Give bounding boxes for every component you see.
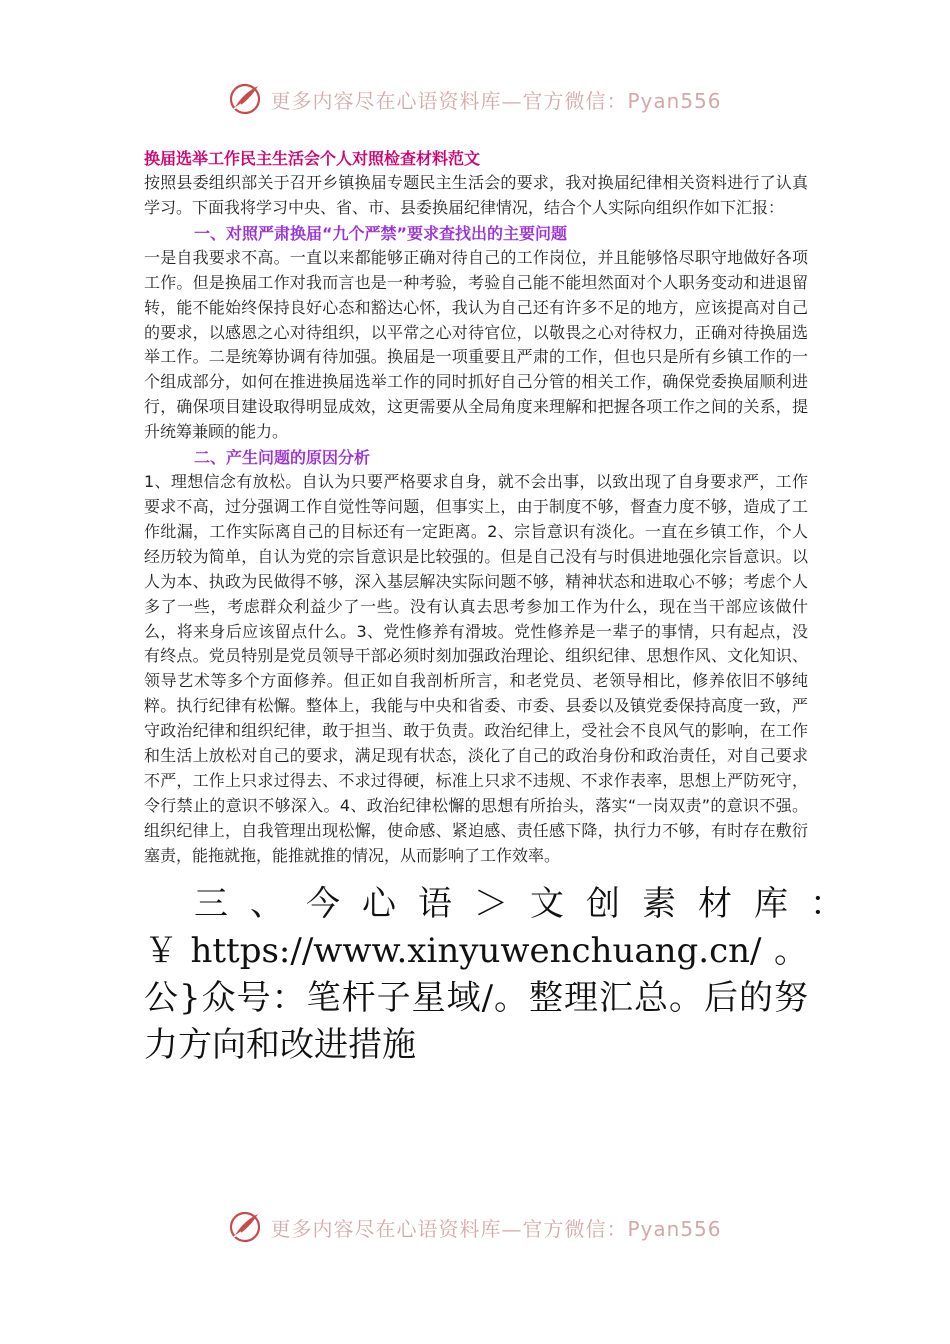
section-3-heading <box>144 881 866 1069</box>
watermark-header <box>0 82 950 116</box>
section-3-heading-line1: 三、今心语＞文创素材库： <box>194 883 866 924</box>
section-1-heading: 一、对照严肃换届“九个严禁”要求查找出的主要问题 <box>194 223 568 243</box>
section-2-heading: 二、产生问题的原因分析 <box>194 448 371 468</box>
document-body <box>144 146 866 1069</box>
document-title: 换届选举工作民主生活会个人对照检查材料范文 <box>144 149 481 168</box>
quill-logo-icon <box>228 82 262 116</box>
quill-logo-icon <box>228 1210 262 1244</box>
section-3-heading-rest: ￥https://www.xinyuwenchuang.cn/。公}众号：笔杆子星域/。整理汇总。后的努力方向和改进措施 <box>144 930 808 1065</box>
watermark-text: 更多内容尽在心语资料库—官方微信：Pyan556 <box>270 1216 722 1241</box>
section-1-paragraph: 一是自我要求不高。一直以来都能够正确对待自己的工作岗位，并且能够恪尽职守地做好各项工作。但是换届工作对我而言也是一种考验，考验自己能不能坦然面对个人职务变动和进退留转，能不能始终保持良好心态和豁达心怀，我认为自己还有许多不足的地方，应该提高对自己的要求，以感恩之心对待组织，以平常之心对待官位，以敬畏之心对待权力，正确对待换届选举工作。二是统筹协调有待加强。换届是一项重要且严肃的工作，但也只是所有乡镇工作的一个组成部分，如何在推进换届选举工作的同时抓好自己分管的相关工作，确保党委换届顺利进行，确保项目建设取得明显成效，这更需要从全局角度来理解和把握各项工作之间的关系，提升统筹兼顾的能力。 <box>144 247 808 442</box>
section-2-paragraph: 1、理想信念有放松。自认为只要严格要求自身，就不会出事，以致出现了自身要求严，工作要求不高，过分强调工作自觉性等问题，但事实上，由于制度不够，督查力度不够，造成了工作纰漏，工作实际离自己的目标还有一定距离。2、宗旨意识有淡化。一直在乡镇工作，个人经历较为简单，自认为党的宗旨意识是比较强的。但是自己没有与时俱进地强化宗旨意识。以人为本、执政为民做得不够，深入基层解决实际问题不够，精神状态和进取心不够；考虑个人多了一些，考虑群众利益少了一些。没有认真去思考参加工作为什么，现在当干部应该做什么，将来身后应该留点什么。3、党性修养有滑坡。党性修养是一辈子的事情，只有起点，没有终点。党员特别是党员领导干部必须时刻加强政治理论、组织纪律、思想作风、文化知识、领导艺术等多个方面修养。但正如自我剖析所言，和老党员、老领导相比，修养依旧不够纯粹。执行纪律有松懈。整体上，我能与中央和省委、市委、县委以及镇党委保持高度一致，严守政治纪律和组织纪律，敢于担当、敢于负责。政治纪律上，受社会不良风气的影响，在工作和生活上放松对自己的要求，满足现有状态，淡化了自己的政治身份和政治责任，对自己要求不严，工作上只求过得去、不求过得硬，标准上只求不违规、不求作表率，思想上严防死守，令行禁止的意识不够深入。4、政治纪律松懈的思想有所抬头，落实“一岗双责”的意识不强。组织纪律上，自我管理出现松懈，使命感、紧迫感、责任感下降，执行力不够，有时存在敷衍塞责，能拖就拖，能推就推的情况，从而影响了工作效率。 <box>144 472 808 865</box>
intro-paragraph: 按照县委组织部关于召开乡镇换届专题民主生活会的要求，我对换届纪律相关资料进行了认真学习。下面我将学习中央、省、市、县委换届纪律情况，结合个人实际向组织作如下汇报： <box>144 173 808 217</box>
watermark-text: 更多内容尽在心语资料库—官方微信：Pyan556 <box>270 88 722 113</box>
watermark-footer <box>0 1210 950 1244</box>
